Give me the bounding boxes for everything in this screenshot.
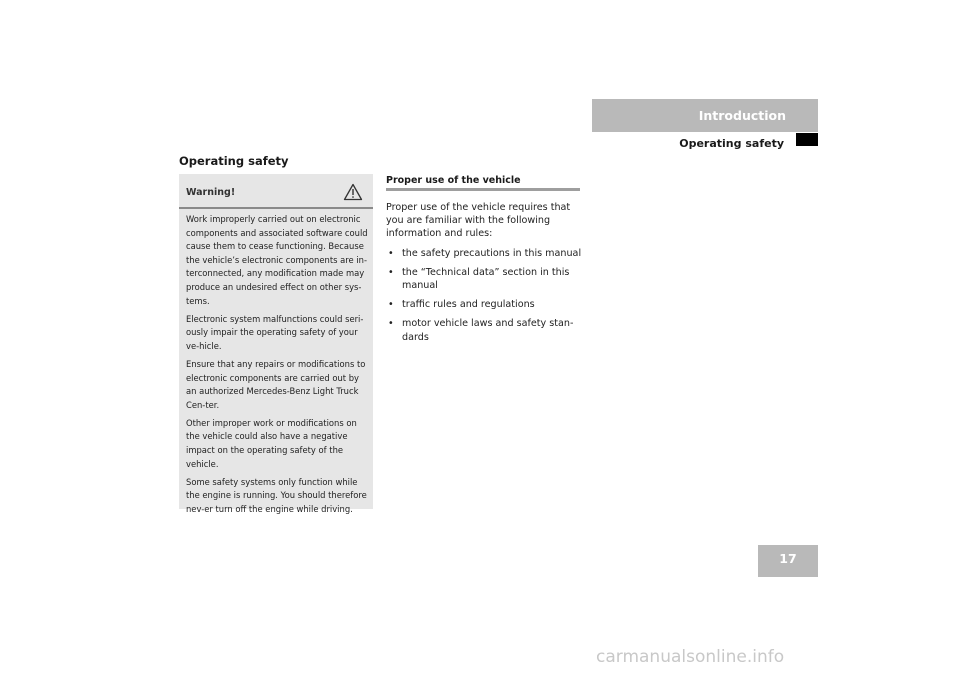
warning-paragraph: Some safety systems only function while the engine is running. You should therefore nev-er turn off the engine while driving. bbox=[186, 476, 367, 514]
list-item: • the “Technical data” section in this manual bbox=[386, 266, 582, 292]
warning-body bbox=[186, 213, 371, 521]
warning-paragraph: Work improperly carried out on electronic components and associated software could cause them to cease functioning. Because the vehicle’s electronic components are in-terconnected, any modification made may produce an undesired effect on other sys-tems. bbox=[186, 214, 368, 306]
list-item: • the safety precautions in this manual bbox=[386, 247, 582, 260]
warning-triangle-icon bbox=[343, 183, 363, 201]
warning-paragraph: Other improper work or modifications on the vehicle could also have a negative impact on the operating safety of the vehicle. bbox=[186, 417, 357, 469]
warning-paragraph: Electronic system malfunctions could seri-ously impair the operating safety of your ve-hicle. bbox=[186, 313, 364, 351]
warning-divider bbox=[179, 207, 373, 209]
section-divider bbox=[386, 188, 580, 191]
list-item: • traffic rules and regulations bbox=[386, 298, 582, 311]
section-body bbox=[386, 201, 582, 350]
section-title: Proper use of the vehicle bbox=[386, 175, 521, 186]
list-item: • motor vehicle laws and safety stan-dards bbox=[386, 317, 582, 343]
watermark-text: carmanualsonline.info bbox=[596, 647, 785, 667]
bullet-list bbox=[386, 247, 582, 344]
section-intro: Proper use of the vehicle requires that you are familiar with the following information and rules: bbox=[386, 202, 571, 240]
page-number: 17 bbox=[779, 551, 797, 566]
page-title: Operating safety bbox=[179, 154, 289, 168]
page-number-tab bbox=[758, 545, 818, 577]
warning-box bbox=[179, 174, 373, 514]
header-subsection-label: Operating safety bbox=[679, 136, 784, 150]
header-section-tab bbox=[592, 99, 818, 132]
warning-paragraph: Ensure that any repairs or modifications to electronic components are carried out by an authorized Mercedes-Benz Light Truck Cen-ter. bbox=[186, 358, 366, 410]
warning-title: Warning! bbox=[186, 187, 236, 198]
header-marker-block bbox=[796, 133, 818, 146]
header-section-label: Introduction bbox=[698, 108, 786, 123]
